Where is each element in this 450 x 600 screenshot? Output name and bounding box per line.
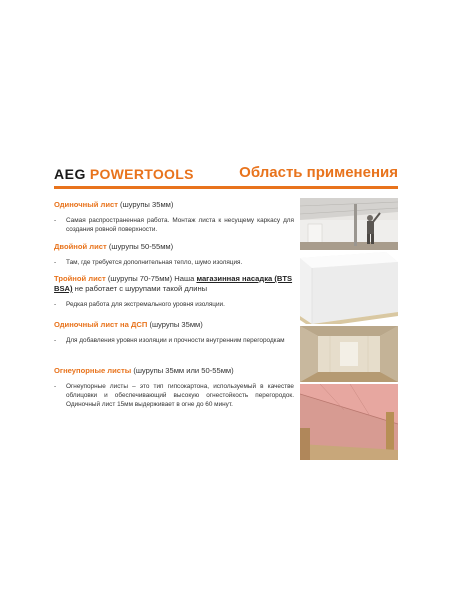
section-single-sheet	[54, 200, 294, 234]
section-highlight: Огнеупорные листы	[54, 366, 132, 375]
item-text: Огнеупорные листы – это тип гипсокартона, используемый в качестве облицовки и обеспечивающий высокую огнестойкость перегородок. Одиночный лист 15мм выдерживает в огне до 60 минут.	[66, 383, 294, 408]
item-text: Там, где требуется дополнительная тепло, шумо изоляция.	[66, 259, 243, 266]
section-highlight: Тройной лист	[54, 274, 106, 283]
section-heading-rest: (шурупы 35мм)	[147, 320, 203, 329]
section-heading	[54, 274, 294, 294]
header	[54, 163, 398, 193]
item-marker: -	[54, 383, 57, 390]
section-highlight: Одиночный лист на ДСП	[54, 320, 148, 329]
section-heading	[54, 242, 294, 252]
brand-powertools: POWERTOOLS	[89, 166, 194, 182]
section-triple-sheet	[54, 274, 294, 309]
brand-aeg: AEG	[54, 166, 86, 182]
section-heading-rest: (шурупы 70-75мм) Наша	[105, 274, 197, 283]
header-rule	[54, 186, 398, 189]
item-marker: -	[54, 301, 57, 308]
section-heading-rest-b: не работает с шурупами такой длины	[72, 284, 208, 293]
section-heading	[54, 200, 294, 210]
list-item	[54, 258, 294, 267]
photo-room-partition	[300, 326, 398, 382]
section-heading-rest: (шурупы 50-55мм)	[106, 242, 174, 251]
attachment-link[interactable]: магазинная насадка (BTS BSA)	[54, 274, 293, 293]
list-item	[54, 216, 294, 234]
section-highlight: Двойной лист	[54, 242, 107, 251]
section-heading	[54, 366, 294, 376]
section-fireproof-sheet	[54, 366, 294, 409]
section-highlight: Одиночный лист	[54, 200, 118, 209]
photo-ceiling-installation	[300, 198, 398, 250]
item-marker: -	[54, 217, 57, 224]
section-chipboard-sheet	[54, 320, 294, 345]
photo-fireproof-attic	[300, 384, 398, 460]
section-title: Область применения	[239, 164, 398, 181]
list-item	[54, 382, 294, 409]
item-marker: -	[54, 259, 57, 266]
photo-drywall-sheet	[300, 252, 398, 324]
section-heading-rest: (шурупы 35мм или 50-55мм)	[131, 366, 234, 375]
section-heading	[54, 320, 294, 330]
list-item	[54, 336, 294, 345]
item-text: Для добавления уровня изоляции и прочности внутренним перегородкам	[66, 337, 285, 344]
item-text: Редкая работа для экстремального уровня изоляции.	[66, 301, 225, 308]
brand-logo	[54, 165, 194, 183]
item-marker: -	[54, 337, 57, 344]
list-item	[54, 300, 294, 309]
item-text: Самая распространенная работа. Монтаж листа к несущему каркасу для создания ровной поверхности.	[66, 217, 294, 233]
section-heading-rest: (шурупы 35мм)	[117, 200, 174, 209]
section-double-sheet	[54, 242, 294, 267]
